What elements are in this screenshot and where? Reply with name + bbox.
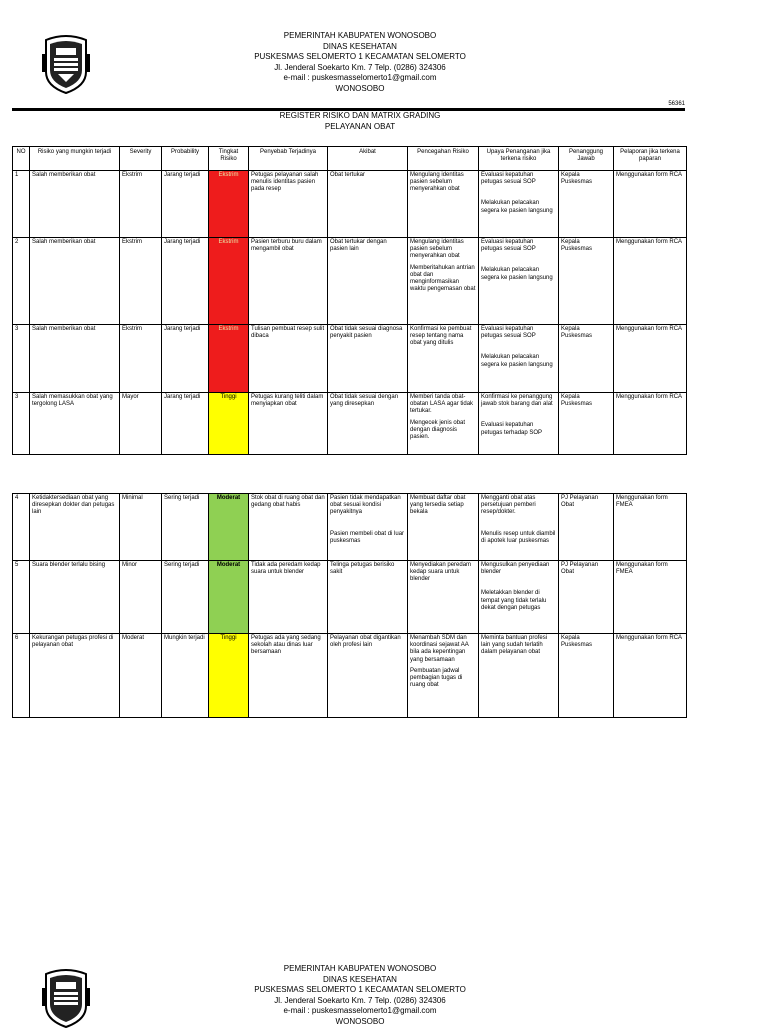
letterhead-line: PUSKESMAS SELOMERTO 1 KECAMATAN SELOMERTO [254, 52, 466, 61]
prevention-text: Menyediakan peredam kedap suara untuk blender [410, 562, 472, 583]
letterhead-line: WONOSOBO [335, 1016, 385, 1026]
cell-handling [479, 325, 559, 393]
cell-pic: PJ Pelayanan Obat [559, 561, 614, 634]
cell-cause [249, 171, 328, 238]
cause-text: Pasien terburu buru dalam mengambil obat [251, 239, 322, 253]
cell-grade: Tinggi [209, 393, 249, 455]
cell-effect [328, 325, 408, 393]
cell-report: Menggunakan form FMEA [614, 494, 687, 561]
cell-report: Menggunakan form RCA [614, 393, 687, 455]
handling-text: Menulis resep untuk diambil di apotek luar puskesmas [481, 530, 556, 544]
cell-grade: Ekstrim [209, 325, 249, 393]
col-header-severity: Severity [120, 147, 162, 171]
handling-text: Evaluasi kepatuhan petugas sesuai SOP [481, 326, 536, 340]
prevention-text: Mengulang identitas pasien sebelum menyerahkan obat [410, 172, 464, 193]
cell-severity: Ekstrim [120, 171, 162, 238]
prevention-text: Mengecek jenis obat dengan diagnosis pasien. [410, 419, 466, 441]
letterhead-next-page [200, 964, 520, 1027]
effect-text: Pasien tidak mendapatkan obat sesuai kondisi penyakitnya [330, 495, 401, 516]
handling-text: Melakukan pelacakan segera ke pasien langsung [481, 267, 553, 281]
col-header-pic: Penanggung Jawab [559, 147, 614, 171]
cause-text: Petugas kurang teliti dalam menyiapkan obat [251, 394, 324, 408]
cell-effect [328, 494, 408, 561]
prevention-text: Mengulang identitas pasien sebelum menyerahkan obat [410, 239, 464, 260]
effect-text: Pasien membeli obat di luar puskesmas [330, 530, 405, 544]
cell-grade: Ekstrim [209, 238, 249, 325]
cell-probability: Jarang terjadi [162, 238, 209, 325]
cell-no: 6 [13, 634, 30, 718]
cell-severity: Mayor [120, 393, 162, 455]
cell-pic: Kepala Puskesmas [559, 171, 614, 238]
table-row [13, 171, 687, 238]
title-line-1: REGISTER RISIKO DAN MATRIX GRADING [279, 111, 441, 120]
table-row [13, 494, 687, 561]
cell-no: 5 [13, 561, 30, 634]
col-header-report: Pelaporan jika terkena paparan [614, 147, 687, 171]
col-header-cause: Penyebab Terjadinya [249, 147, 328, 171]
cause-text: Tulisan pembuat resep sulit dibaca [251, 326, 325, 340]
cell-effect [328, 634, 408, 718]
cell-grade: Moderat [209, 494, 249, 561]
col-header-handling: Upaya Penanganan jika terkena risiko [479, 147, 559, 171]
col-header-prevention: Pencegahan Risiko [408, 147, 479, 171]
cell-severity: Minor [120, 561, 162, 634]
cell-pic: Kepala Puskesmas [559, 393, 614, 455]
document-title [200, 111, 520, 132]
cell-risk: Suara blender terlalu bising [30, 561, 120, 634]
cell-risk: Salah memberikan obat [30, 325, 120, 393]
effect-text: Pelayanan obat digantikan oleh profesi lain [330, 635, 401, 649]
letterhead-line: DINAS KESEHATAN [323, 974, 397, 984]
cell-no: 4 [13, 494, 30, 561]
cell-risk: Salah memasukkan obat yang tergolong LASA [30, 393, 120, 455]
cell-risk: Ketidaktersediaan obat yang diresepkan dokter dan petugas lain [30, 494, 120, 561]
cell-cause [249, 238, 328, 325]
cell-prevention [408, 634, 479, 718]
cell-effect [328, 171, 408, 238]
cell-cause [249, 634, 328, 718]
handling-text: Meletakkan blender di tempat yang tidak terlalu dekat dengan petugas [481, 590, 547, 611]
effect-text: Obat tertukar dengan pasien lain [330, 239, 387, 253]
prevention-text: Memberi tanda obat-obatan LASA agar tidak tertukar. [410, 394, 474, 415]
cell-probability: Sering terjadi [162, 561, 209, 634]
cell-no: 3 [13, 393, 30, 455]
cell-handling [479, 393, 559, 455]
cell-no: 1 [13, 171, 30, 238]
handling-text: Evaluasi kepatuhan petugas sesuai SOP [481, 172, 536, 186]
cell-prevention [408, 561, 479, 634]
table-row [13, 561, 687, 634]
col-header-grade: Tingkat Risiko [209, 147, 249, 171]
letterhead-line: Jl. Jenderal Soekarto Km. 7 Telp. (0286) 324306 [274, 62, 446, 72]
handling-text: Meminta bantuan profesi lain yang sudah terlatih dalam pelayanan obat [481, 635, 548, 656]
effect-text: Obat tertukar [330, 172, 366, 178]
cell-prevention [408, 393, 479, 455]
cell-cause [249, 393, 328, 455]
col-header-probability: Probability [162, 147, 209, 171]
prevention-text: Menambah SDM dan koordinasi sejawat AA bila ada kepentingan yang bersamaan [410, 635, 469, 663]
handling-text: Evaluasi kepatuhan petugas sesuai SOP [481, 239, 536, 253]
cell-risk: Salah memberikan obat [30, 238, 120, 325]
handling-text: Evaluasi kepatuhan petugas terhadap SOP [481, 422, 543, 436]
cell-effect [328, 561, 408, 634]
cell-handling [479, 494, 559, 561]
cell-pic: Kepala Puskesmas [559, 634, 614, 718]
cell-prevention [408, 325, 479, 393]
risk-register-table-2 [12, 493, 687, 718]
cell-prevention [408, 494, 479, 561]
effect-text: Obat tidak sesuai diagnosa penyakit pasien [330, 326, 403, 340]
cell-handling [479, 634, 559, 718]
cause-text: Tidak ada peredam kedap suara untuk blender [251, 562, 321, 576]
cell-pic: PJ Pelayanan Obat [559, 494, 614, 561]
wonosobo-emblem-icon [42, 966, 90, 1028]
letterhead-line: WONOSOBO [335, 83, 385, 93]
table-row [13, 325, 687, 393]
cell-no: 2 [13, 238, 30, 325]
table-row [13, 634, 687, 718]
effect-text: Obat tidak sesuai dengan yang diresepkan [330, 394, 399, 408]
prevention-text: Pembuatan jadwal pembagian tugas di ruang obat [410, 667, 463, 689]
cell-report: Menggunakan form RCA [614, 634, 687, 718]
cell-effect [328, 238, 408, 325]
cell-grade: Tinggi [209, 634, 249, 718]
col-header-effect: Akibat [328, 147, 408, 171]
cell-pic: Kepala Puskesmas [559, 325, 614, 393]
cell-probability: Jarang terjadi [162, 171, 209, 238]
letterhead-line: e-mail : puskesmasselomerto1@gmail.com [283, 73, 437, 82]
handling-text: Melakukan pelacakan segera ke pasien langsung [481, 200, 553, 214]
effect-text: Telinga petugas berisiko sakit [330, 562, 395, 576]
risk-register-table-1 [12, 146, 687, 455]
letterhead-line: PEMERINTAH KABUPATEN WONOSOBO [283, 964, 437, 973]
cell-prevention [408, 171, 479, 238]
cell-pic: Kepala Puskesmas [559, 238, 614, 325]
cell-handling [479, 561, 559, 634]
cell-risk: Kekurangan petugas profesi di pelayanan obat [30, 634, 120, 718]
cell-grade: Ekstrim [209, 171, 249, 238]
cell-cause [249, 561, 328, 634]
cell-no: 3 [13, 325, 30, 393]
cell-report: Menggunakan form FMEA [614, 561, 687, 634]
col-header-no: NO [13, 147, 30, 171]
cell-report: Menggunakan form RCA [614, 171, 687, 238]
cell-handling [479, 171, 559, 238]
cell-probability: Mungkin terjadi [162, 634, 209, 718]
letterhead-line: Jl. Jenderal Soekarto Km. 7 Telp. (0286) 324306 [274, 995, 446, 1005]
handling-text: Mengganti obat atas persetujuan pemberi resep/dokter. [481, 495, 536, 516]
cell-severity: Ekstrim [120, 238, 162, 325]
cell-effect [328, 393, 408, 455]
cause-text: Petugas ada yang sedang sekolah atau dinas luar bersamaan [251, 635, 321, 656]
cell-probability: Jarang terjadi [162, 325, 209, 393]
cell-risk: Salah memberikan obat [30, 171, 120, 238]
letterhead-line: PUSKESMAS SELOMERTO 1 KECAMATAN SELOMERTO [254, 985, 466, 994]
cell-prevention [408, 238, 479, 325]
cell-report: Menggunakan form RCA [614, 325, 687, 393]
prevention-text: Konfirmasi ke pembuat resep tentang nama obat yang ditulis [410, 326, 472, 347]
letterhead [200, 31, 520, 94]
handling-text: Melakukan pelacakan segera ke pasien langsung [481, 354, 553, 368]
table-row [13, 393, 687, 455]
handling-text: Mengusulkan penyediaan blender [481, 562, 550, 576]
table-header-row [13, 147, 687, 171]
title-line-2: PELAYANAN OBAT [324, 121, 396, 131]
cause-text: Stok obat di ruang obat dan gedang obat habis [251, 495, 325, 509]
col-header-risk: Risiko yang mungkin terjadi [30, 147, 120, 171]
doc-number: 56361 [668, 101, 685, 107]
cause-text: Petugas pelayanan salah menulis identitas pasien pada resep [251, 172, 319, 193]
cell-severity: Moderat [120, 634, 162, 718]
cell-report: Menggunakan form RCA [614, 238, 687, 325]
cell-cause [249, 325, 328, 393]
wonosobo-emblem-icon [42, 32, 90, 94]
handling-text: Konfirmasi ke penanggung jawab stok barang dan alat [481, 394, 553, 408]
cell-probability: Jarang terjadi [162, 393, 209, 455]
prevention-text: Membuat daftar obat yang tersedia setiap bekala [410, 495, 466, 516]
cell-severity: Ekstrim [120, 325, 162, 393]
cell-handling [479, 238, 559, 325]
cell-grade: Moderat [209, 561, 249, 634]
letterhead-line: e-mail : puskesmasselomerto1@gmail.com [283, 1006, 437, 1015]
letterhead-line: DINAS KESEHATAN [323, 41, 397, 51]
cell-probability: Sering terjadi [162, 494, 209, 561]
letterhead-line: PEMERINTAH KABUPATEN WONOSOBO [283, 31, 437, 40]
prevention-text: Memberitahukan antrian obat dan menginformasikan waktu pengemasan obat [410, 264, 476, 293]
cell-cause [249, 494, 328, 561]
table-row [13, 238, 687, 325]
cell-severity: Minimal [120, 494, 162, 561]
